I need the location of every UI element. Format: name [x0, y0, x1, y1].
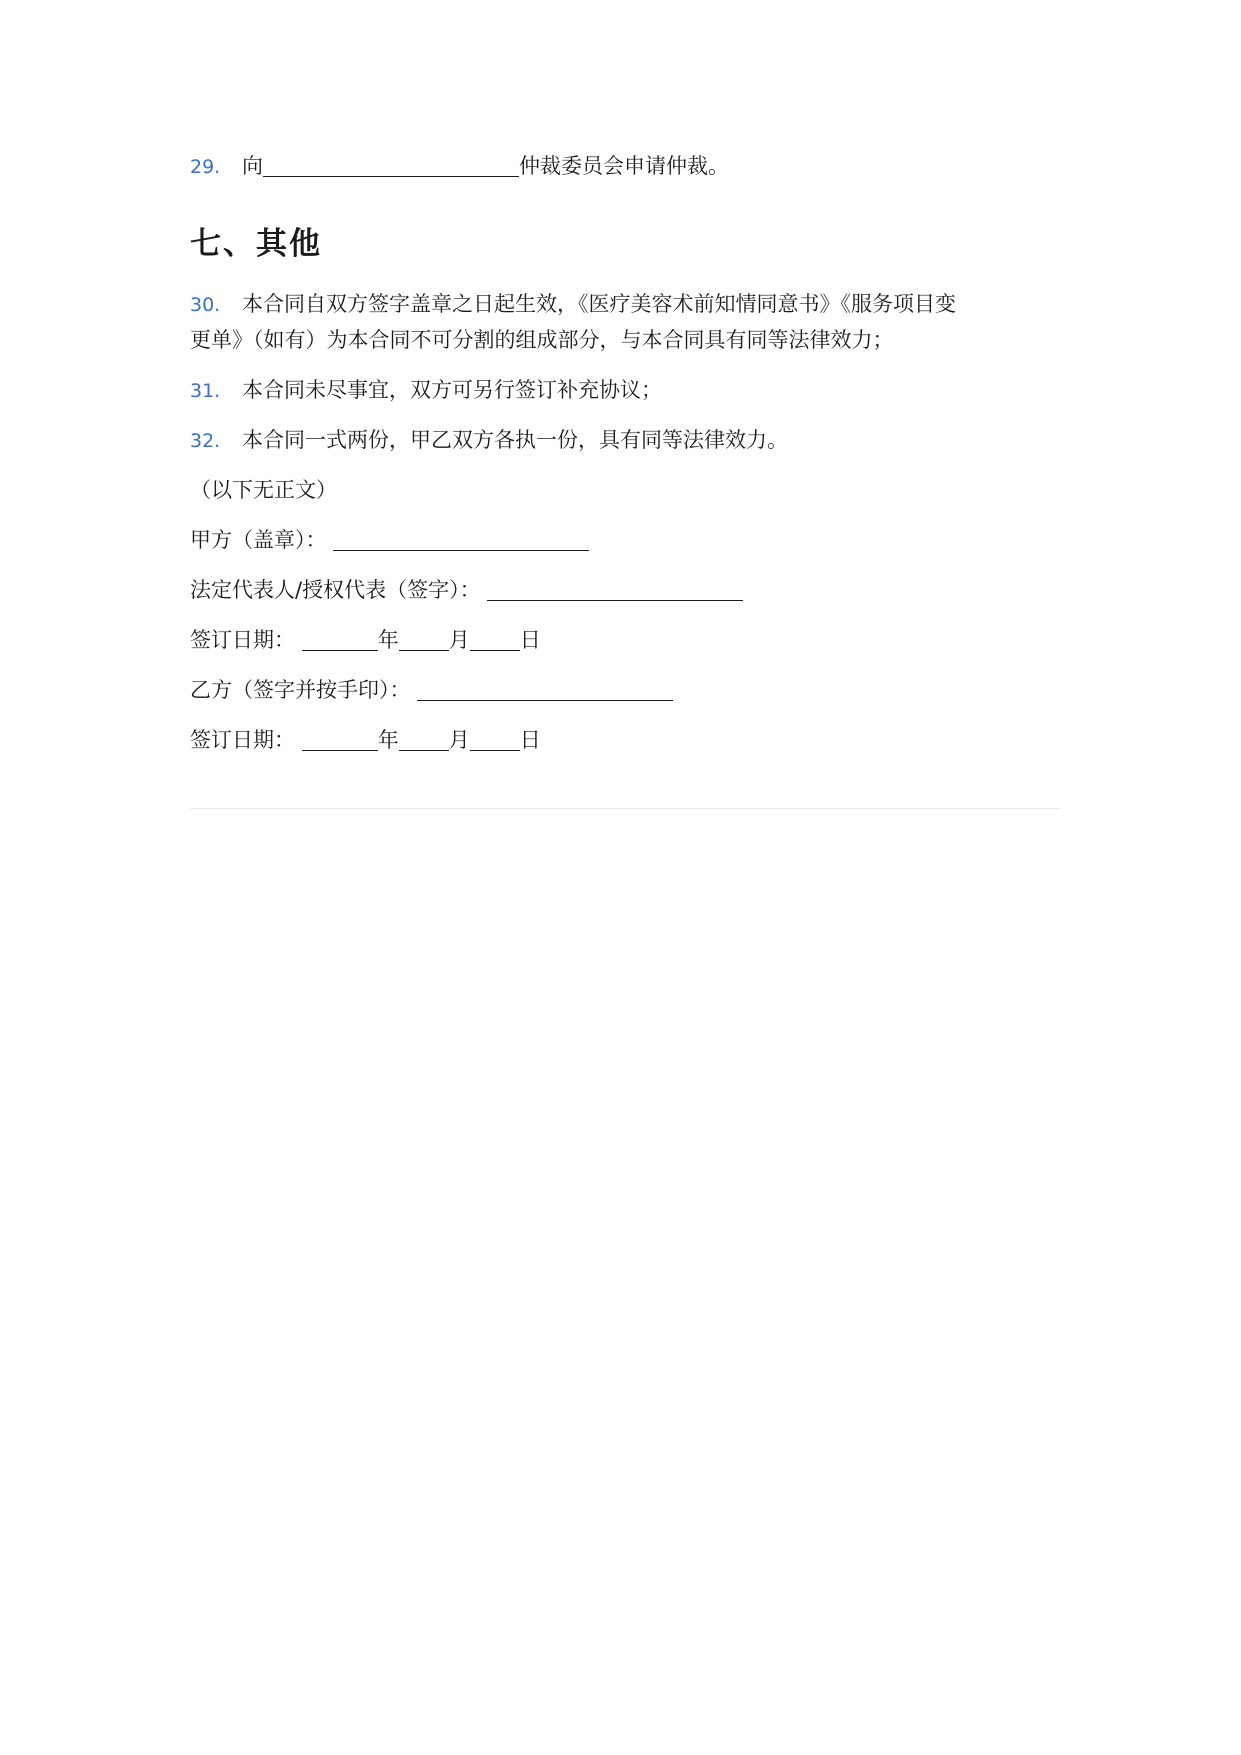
clause-text-suffix: 仲裁委员会申请仲裁。 — [519, 154, 729, 178]
year-blank[interactable] — [302, 726, 378, 751]
sign-date-line-2 — [190, 722, 1060, 758]
clause-number: 29. — [190, 156, 221, 178]
day-blank[interactable] — [470, 726, 520, 751]
sign-date-label: 签订日期： — [190, 628, 295, 652]
sign-date-line-1 — [190, 622, 1060, 658]
legal-rep-label: 法定代表人/授权代表（签字）： — [190, 578, 481, 602]
section-divider — [190, 808, 1060, 809]
legal-rep-signature-line — [190, 572, 1060, 608]
party-a-seal-blank[interactable] — [333, 526, 589, 551]
party-a-signature-line — [190, 522, 1060, 558]
clause-32 — [190, 422, 1060, 459]
clause-text: 本合同自双方签字盖章之日起生效，《医疗美容术前知情同意书》《服务项目变 — [242, 292, 956, 316]
day-blank[interactable] — [470, 626, 520, 651]
arbitration-commission-blank[interactable] — [263, 152, 519, 177]
party-b-label: 乙方（签字并按手印）： — [190, 678, 411, 702]
clause-30 — [190, 286, 1060, 323]
month-blank[interactable] — [399, 726, 449, 751]
legal-rep-signature-blank[interactable] — [487, 576, 743, 601]
clause-number: 32. — [190, 430, 221, 452]
clause-31 — [190, 372, 1060, 409]
clause-text: 更单》（如有）为本合同不可分割的组成部分，与本合同具有同等法律效力； — [190, 328, 894, 352]
month-label: 月 — [448, 628, 470, 652]
clause-text: 本合同一式两份，甲乙双方各执一份，具有同等法律效力。 — [242, 428, 788, 452]
month-blank[interactable] — [399, 626, 449, 651]
end-of-text-note: （以下无正文） — [190, 478, 337, 502]
party-b-signature-line — [190, 672, 1060, 708]
year-label: 年 — [377, 728, 399, 752]
year-label: 年 — [377, 628, 399, 652]
clause-29 — [190, 148, 1060, 185]
year-blank[interactable] — [302, 626, 378, 651]
clause-text: 本合同未尽事宜，双方可另行签订补充协议； — [242, 378, 662, 402]
clause-number: 31. — [190, 380, 221, 402]
clause-number: 30. — [190, 294, 221, 316]
sign-date-label: 签订日期： — [190, 728, 295, 752]
clause-30-continued — [190, 322, 1060, 358]
section-heading: 七、其他 — [190, 226, 322, 262]
month-label: 月 — [448, 728, 470, 752]
day-label: 日 — [519, 628, 541, 652]
clause-text-prefix: 向 — [242, 154, 263, 178]
party-b-signature-blank[interactable] — [417, 676, 673, 701]
party-a-label: 甲方（盖章）： — [190, 528, 327, 552]
day-label: 日 — [519, 728, 541, 752]
